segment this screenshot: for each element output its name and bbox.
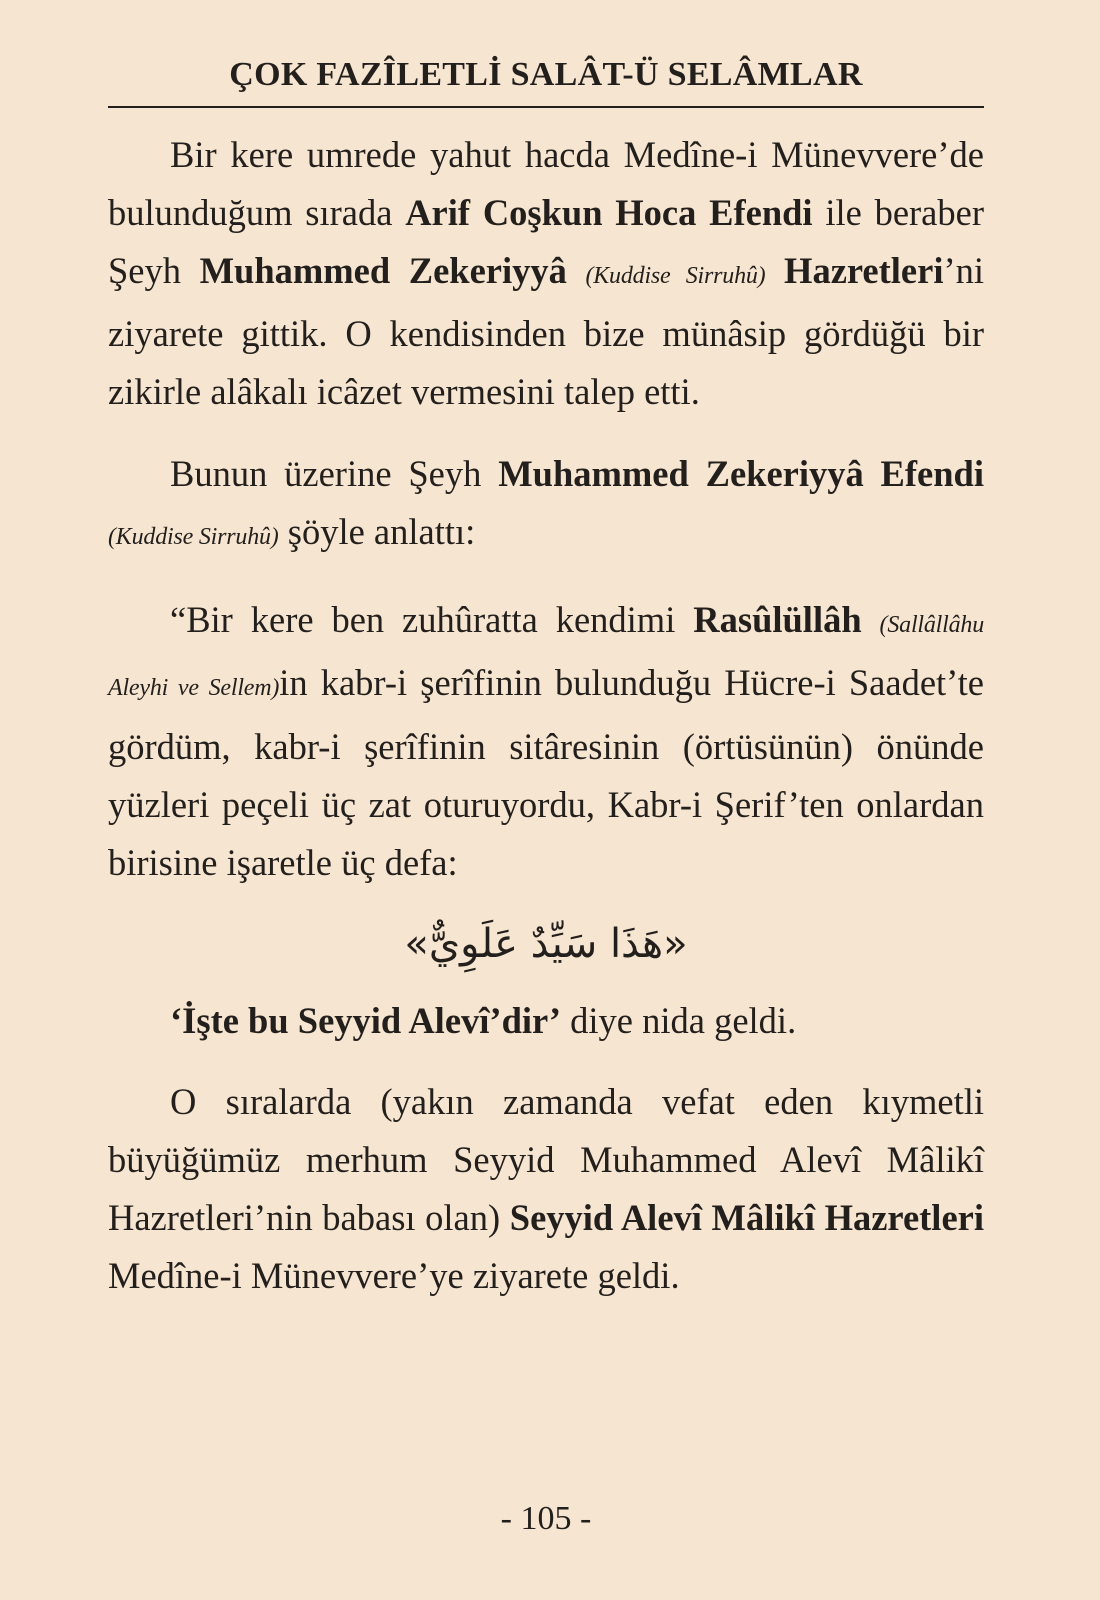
p3-honorific: (Sallâllâhu Aleyhi ve Sellem) [108, 611, 985, 702]
p3-text-1: “Bir kere ben zuhûratta kendimi [170, 598, 694, 640]
p1-text-3: ’ni ziyarete gittik. O kendisinden bize münâsip gördüğü bir zikirle alâkalı icâzet vermesini talep etti. [108, 249, 985, 413]
paragraph-1 [108, 126, 984, 421]
running-title: ÇOK FAZÎLETLİ SALÂT-Ü SELÂMLAR [229, 56, 863, 93]
p1-bold-hazretleri: Hazretleri [784, 249, 944, 291]
paragraph-5 [108, 1073, 984, 1304]
p5-text-2: Medîne-i Münevvere’ye ziyarete geldi. [108, 1254, 680, 1296]
p3-bold-rasulullah: Rasûlüllâh [693, 598, 862, 640]
body-text [108, 126, 984, 1305]
p4-text-1: diye nida geldi. [561, 999, 797, 1041]
p2-text-1: Bunun üzerine Şeyh [170, 452, 499, 494]
header-rule [108, 106, 984, 108]
p2-bold-name: Muhammed Zekeriyyâ Efendi [498, 452, 984, 494]
p1-text-2: ile beraber Şeyh [108, 191, 984, 291]
p2-honorific: (Kuddise Sirruhû) [108, 523, 279, 550]
p1-honorific: (Kuddise Sirruhû) [585, 262, 766, 289]
p5-text-1: O sıralarda (yakın zamanda vefat eden kıymetli büyüğümüz merhum Seyyid Muhammed Alevî Mâlikî Hazretleri’nin babası olan) [108, 1081, 984, 1238]
paragraph-2 [108, 445, 984, 567]
page-number: - 105 - [500, 1500, 592, 1537]
p1-bold-arif-coskun: Arif Coşkun Hoca Efendi [405, 191, 813, 233]
p1-text-1: Bir kere umrede yahut hacda Medîne-i Münevvere’de bulunduğum sırada [108, 134, 984, 233]
p4-bold-quote: ‘İşte bu Seyyid Alevî’dir’ [170, 999, 562, 1041]
p5-bold-name: Seyyid Alevî Mâlikî Hazretleri [509, 1196, 984, 1238]
p1-bold-muhammed-zekeriyya: Muhammed Zekeriyyâ [199, 249, 567, 291]
arabic-quote: «هَذَا سَيِّدٌ عَلَوِيٌّ» [404, 920, 688, 967]
p3-text-2: in kabr-i şerîfinin bulunduğu Hücre-i Saadet’te gördüm, kabr-i şerîfinin sitâresinin (örtüsünün) önünde yüzleri peçeli üç zat oturuyordu, Kabr-i Şerif’ten onlardan birisine işaretle üç defa: [108, 662, 985, 883]
paragraph-4 [108, 992, 984, 1050]
paragraph-3 [108, 591, 984, 892]
p2-text-2: şöyle anlattı: [278, 510, 476, 552]
